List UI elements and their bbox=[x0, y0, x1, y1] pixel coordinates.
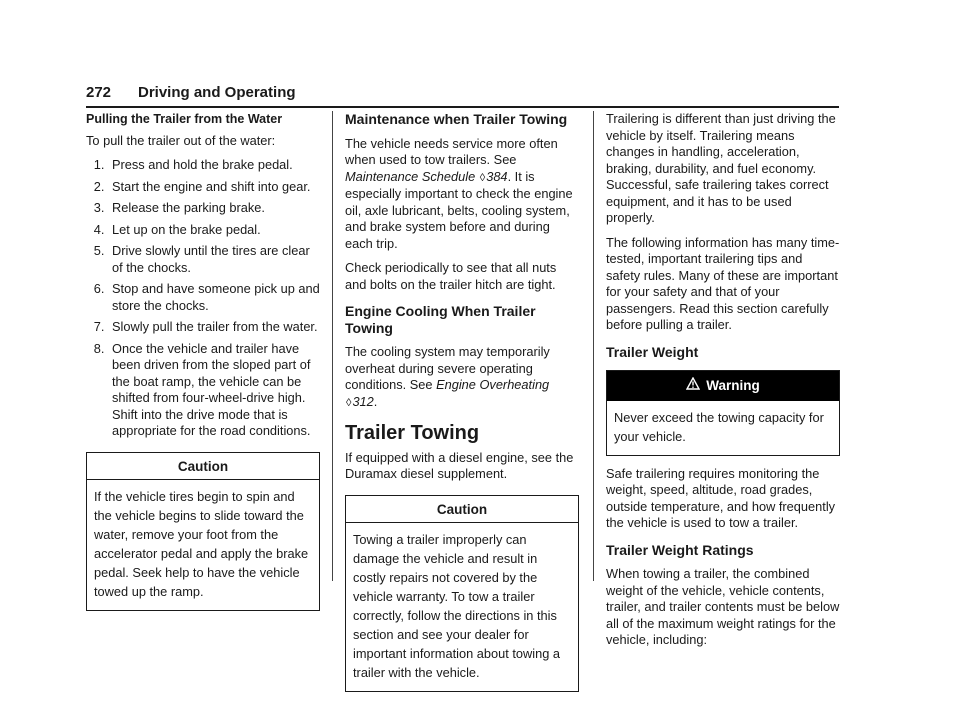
warning-icon bbox=[686, 377, 700, 395]
steps-intro: To pull the trailer out of the water: bbox=[86, 132, 276, 148]
list-item: 4. Let up on the brake pedal. bbox=[108, 222, 320, 239]
column-divider bbox=[332, 111, 333, 581]
monitoring-paragraph: Safe trailering requires monitoring the weight, speed, altitude, road grades, outside temperature, and how frequently the vehicle is used to tow a trailer. bbox=[606, 465, 836, 530]
text: The vehicle needs service more often when used to tow trailers. See bbox=[345, 135, 558, 167]
page-ref-icon: ◊ bbox=[346, 396, 352, 409]
cooling-paragraph bbox=[345, 344, 579, 411]
section-title: Driving and Operating bbox=[138, 84, 296, 101]
warning-body: Never exceed the towing capacity for your vehicle. bbox=[614, 409, 824, 444]
column-divider bbox=[593, 111, 594, 581]
caution-box bbox=[345, 495, 579, 693]
caution-body: Towing a trailer improperly can damage the vehicle and result in costly repairs not covered by the vehicle warranty. To tow a trailer correctly, follow the directions in this section and see your dealer for important information about towing a trailer with the vehicle. bbox=[353, 532, 560, 680]
caution-box bbox=[86, 452, 320, 612]
ratings-paragraph: When towing a trailer, the combined weight of the vehicle, vehicle contents, trailer, and trailer contents must be below all of the maximum weight ratings for the vehicle, including: bbox=[606, 566, 840, 647]
maintenance-paragraph-2: Check periodically to see that all nuts and bolts on the trailer hitch are tight. bbox=[345, 260, 557, 292]
heading-weight-ratings: Trailer Weight Ratings bbox=[606, 541, 754, 558]
page-ref-icon: ◊ bbox=[479, 171, 486, 184]
list-item: 3. Release the parking brake. bbox=[108, 200, 320, 217]
warning-title: Warning bbox=[706, 378, 760, 393]
warning-box bbox=[606, 370, 840, 456]
heading-trailer-towing: Trailer Towing bbox=[345, 422, 480, 444]
page-ref[interactable]: 312 bbox=[352, 393, 374, 409]
list-item: 5. Drive slowly until the tires are clear of the chocks. bbox=[108, 243, 320, 276]
maintenance-paragraph bbox=[345, 136, 579, 253]
page-ref[interactable]: 384 bbox=[486, 168, 508, 184]
heading-trailer-weight: Trailer Weight bbox=[606, 343, 699, 360]
text: . bbox=[373, 393, 378, 409]
list-item: 1. Press and hold the brake pedal. bbox=[108, 157, 320, 174]
heading-maintenance: Maintenance when Trailer Towing bbox=[345, 111, 568, 127]
list-item: 7. Slowly pull the trailer from the water. bbox=[108, 319, 320, 336]
text: The cooling system may temporarily overheat during severe operating conditions. See bbox=[345, 344, 550, 392]
list-item: 6. Stop and have someone pick up and store the chocks. bbox=[108, 281, 320, 314]
list-item: 8. Once the vehicle and trailer have been driven from the sloped part of the boat ramp, the vehicle can be shifted from four-wheel-drive high. Shift into the drive mode that is appropriate for the road conditions. bbox=[108, 341, 320, 440]
page-header bbox=[86, 84, 839, 108]
caution-title: Caution bbox=[87, 453, 319, 481]
column-1 bbox=[86, 111, 320, 621]
subheading-pulling-trailer: Pulling the Trailer from the Water bbox=[86, 112, 283, 126]
towing-paragraph: If equipped with a diesel engine, see the Duramax diesel supplement. bbox=[345, 449, 574, 481]
trailering-paragraph: Trailering is different than just driving the vehicle by itself. Trailering means changes in handling, acceleration, braking, durability, and fuel economy. Successful, safe trailering takes correct equipment, and it has to be used properly. bbox=[606, 111, 836, 225]
text: . It is especially important to check the engine oil, axle lubricant, belts, cooling system, and brake system before and during each trip. bbox=[345, 168, 573, 251]
caution-title: Caution bbox=[346, 496, 578, 524]
heading-engine-cooling: Engine Cooling When Trailer Towing bbox=[345, 303, 536, 336]
warning-header bbox=[607, 371, 839, 401]
column-3 bbox=[606, 111, 840, 657]
list-item: 2. Start the engine and shift into gear. bbox=[108, 179, 320, 196]
link-engine-overheating[interactable]: Engine Overheating bbox=[436, 377, 550, 392]
link-maintenance-schedule[interactable]: Maintenance Schedule bbox=[345, 168, 476, 184]
tips-paragraph: The following information has many time-tested, important trailering tips and safety rules. Many of these are important for your safety and that of your passengers. Read this section carefully before pulling a trailer. bbox=[606, 234, 840, 332]
caution-body: If the vehicle tires begin to spin and the vehicle begins to slide toward the water, remove your foot from the accelerator pedal and apply the brake pedal. Seek help to have the vehicle towed up the ramp. bbox=[94, 489, 309, 599]
column-2 bbox=[345, 111, 579, 702]
steps-list bbox=[86, 157, 320, 440]
page-number: 272 bbox=[86, 84, 112, 101]
